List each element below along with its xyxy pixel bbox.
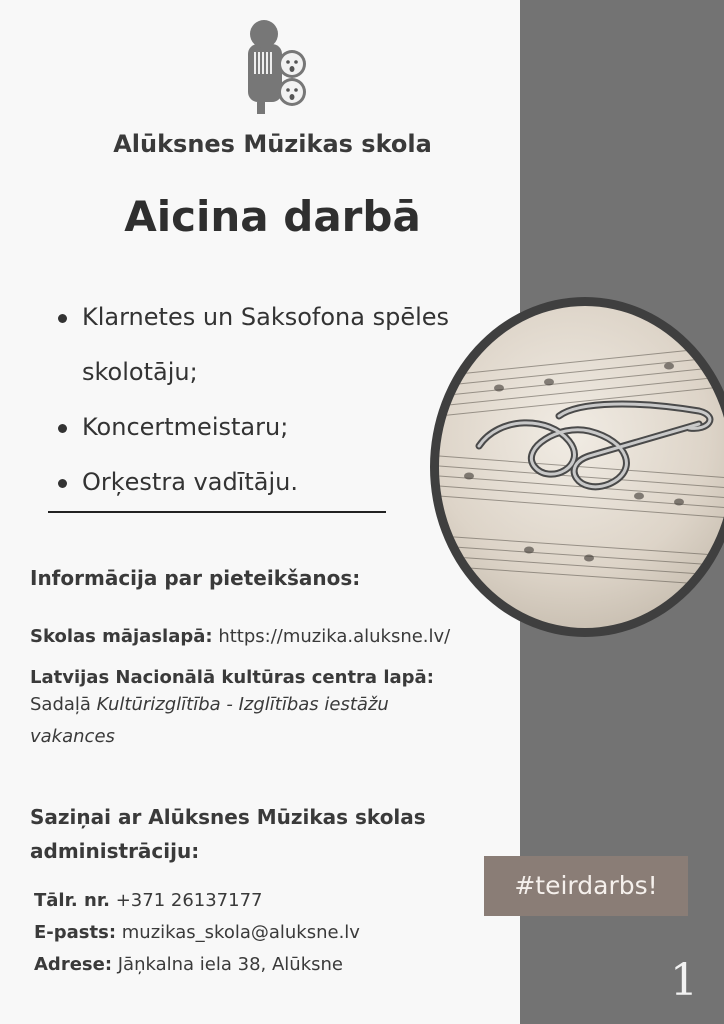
email-value[interactable]: muzikas_skola@aluksne.lv [116, 922, 360, 943]
phone-label: Tālr. nr. [34, 890, 110, 911]
website-link[interactable]: https://muzika.aluksne.lv/ [212, 626, 451, 647]
phone-value[interactable]: +371 26137177 [109, 890, 263, 911]
lnkc-label: Latvijas Nacionālā kultūras centra lapā: [30, 667, 434, 688]
section-line [30, 694, 389, 715]
section-divider [48, 511, 386, 513]
section-name-cont: vakances [30, 726, 115, 747]
phone-line [34, 885, 360, 917]
address-value: Jāņkalna iela 38, Alūksne [112, 954, 343, 975]
contact-details [34, 885, 360, 981]
address-label: Adrese: [34, 954, 113, 975]
vacancy-item: Koncertmeistaru; [58, 400, 502, 455]
application-info-heading: Informācija par pieteikšanos: [30, 566, 361, 590]
treble-clef-sheet-music-photo [430, 297, 724, 637]
school-name: Alūksnes Mūzikas skola [113, 130, 432, 158]
section-name: Kultūrizglītība - Izglītības iestāžu [96, 694, 389, 715]
website-label: Skolas mājaslapā: [30, 626, 213, 647]
music-school-logo-icon [244, 18, 310, 114]
page-title: Aicina darbā [124, 192, 421, 241]
address-line [34, 949, 360, 981]
email-line [34, 917, 360, 949]
section-prefix: Sadaļā [30, 694, 97, 715]
vacancy-item: Orķestra vadītāju. [58, 455, 502, 510]
email-label: E-pasts: [34, 922, 117, 943]
vacancy-item: Klarnetes un Saksofona spēles skolotāju; [58, 290, 502, 400]
page-number: 1 [670, 955, 698, 1006]
hashtag-badge: #teirdarbs! [484, 856, 688, 916]
contact-heading: Saziņai ar Alūksnes Mūzikas skolas administrāciju: [30, 805, 426, 863]
website-line [30, 626, 450, 647]
